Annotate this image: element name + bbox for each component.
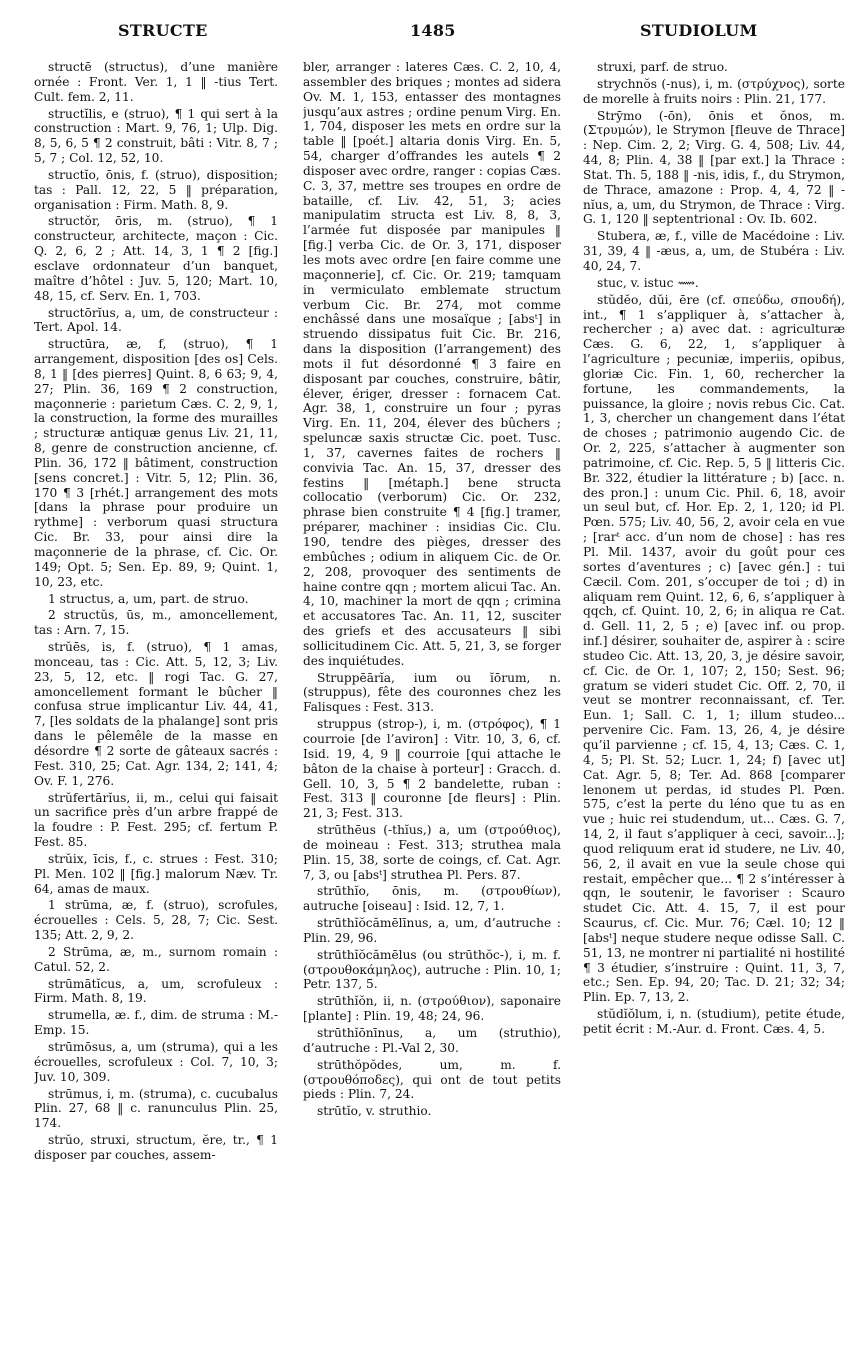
dictionary-entry: structūra, æ, f, (struo), ¶ 1 arrangement, disposition [des os] Cels. 8, 1 ‖ [des pierres] Quint. 8, 6 63; 9, 4, 27; Plin. 36, 169 ¶ 2 construction, maçonnerie : parietum Cæs. C. 2, 9, 1, la construction, la forme des murailles ; structuræ antiquæ genus Liv. 21, 11, 8, genre de construction ancienne, cf. Plin. 36, 172 ‖ bâtiment, construction [sens concret.] : Vitr. 5, 12; Plin. 36, 170 ¶ 3 [rhét.] arrangement des mots [dans la phrase pour produire un rythme] : verborum quasi structura Cic. Br. 33, pour ainsi dire la maçonnerie de la phrase, cf. Cic. Or. 149; Opt. 5; Sen. Ep. 89, 9; Quint. 1, 10, 23, etc. (34, 337, 278, 589)
header-last-entry: STUDIOLUM (640, 21, 758, 40)
dictionary-entry: strūthĭōnīnus, a, um (struthio), d’autruche : Pl.-Val 2, 30. (303, 1026, 561, 1055)
dictionary-entry: structē (structus), d’une manière ornée : Front. Ver. 1, 1 ‖ -tius Tert. Cult. fem. 2, 11. (34, 60, 278, 104)
page-number: 1485 (410, 21, 456, 40)
dictionary-entry: strūthŏpŏdes, um, m. f. (στρουθόποδες), qui ont de tout petits pieds : Plin. 7, 24. (303, 1057, 561, 1102)
dictionary-entry: struppus (strop-), i, m. (στρόφος), ¶ 1 courroie [de l’aviron] : Vitr. 10, 3, 6, cf. Isid. 19, 4, 9 ‖ courroie [qui attache le bâton de la chaise à porteur] : Gracch. d. Gell. 10, 3, 5 ¶ 2 bandelette, ruban : Fest. 313 ‖ couronne [de fleurs] : Plin. 21, 3; Fest. 313. (303, 717, 561, 821)
dictionary-entry: strŭix, īcis, f., c. strues : Fest. 310; Pl. Men. 102 ‖ [fig.] malorum Næv. Tr. 64, amas de maux. (34, 851, 278, 896)
dictionary-entry: strŭēs, is, f. (struo), ¶ 1 amas, monceau, tas : Cic. Att. 5, 12, 3; Liv. 23, 5, 12, etc. ‖ rogi Tac. G. 27, amoncellement formant le bûcher ‖ confusa strue implicantur Liv. 44, 41, 7, [les soldats de la phalange] sont pris dans le pêlemêle de la masse en désordre ¶ 2 sorte de gâteaux sacrés : Fest. 310, 25; Cat. Agr. 134, 2; 141, 4; Ov. F. 1, 276. (34, 640, 278, 788)
dictionary-entry: strūmōsus, a, um (struma), qui a les écrouelles, scrofuleux : Col. 7, 10, 3; Juv. 10, 309. (34, 1040, 278, 1084)
dictionary-entry: struxi, parf. de struo. (597, 60, 728, 74)
column-right (583, 60, 845, 1360)
dictionary-entry: strūthēus (-thĭus,) a, um (στρούθιος), de moineau : Fest. 313; struthea mala Plin. 15, 38, sorte de coings, cf. Cat. Agr. 7, 3, ou [absᵗ] struthea Pl. Pers. 87. (303, 823, 561, 882)
dictionary-entry: strūmātĭcus, a, um, scrofuleux : Firm. Math. 8, 19. (34, 976, 278, 1006)
dictionary-entry: strūmus, i, m. (struma), c. cucubalus Plin. 27, 68 ‖ c. ranunculus Plin. 25, 174. (34, 1086, 278, 1131)
dictionary-entry: 2 structŭs, ūs, m., amoncellement, tas : Arn. 7, 15. (34, 608, 278, 638)
dictionary-entry: strumella, æ. f., dim. de struma : M.-Emp. 15. (34, 1008, 278, 1038)
dictionary-entry: strūthĭŏcămēlus (ou strūthŏc-), i, m. f. (στρουθοκάμηλος), autruche : Plin. 10, 1; Petr. 137, 5. (303, 947, 561, 992)
dictionary-entry: strŭfertārĭus, ii, m., celui qui faisait un sacrifice près d’un arbre frappé de la foudre : P. Fest. 295; cf. fertum P. Fest. 85. (34, 790, 278, 850)
dictionary-entry: stuc, v. istuc ⟿. (597, 275, 699, 290)
dictionary-entry: bler, arranger : lateres Cæs. C. 2, 10, 4, assembler des briques ; montes ad sidera Ov. M. 1, 153, entasser des montagnes jusqu’aux astres ; ordine penum Virg. En. 1, 704, disposer les mets en ordre sur la table ‖ [poét.] altaria donis Virg. En. 5, 54, charger d’offrandes les autels ¶ 2 disposer avec ordre, ranger : copias Cæs. C. 3, 37, mettre ses troupes en ordre de bataille, cf. Liv. 42, 51, 3; acies manipulatim structa est Liv. 8, 8, 3, l’armée fut disposée par manipules ‖ [fig.] verba Cic. de Or. 3, 171, disposer les mots avec ordre [en faire comme une maçonnerie], cf. Cic. Or. 219; tamquam in vermiculato emblemate structum verbum Cic. Br. 274, mot comme enchâssé dans une mosaïque ; [absᵗ] in struendo dissipatus fuit Cic. Br. 216, dans la disposition (l’arrangement) des mots il fut désordonné ¶ 3 faire en disposant par couches, construire, bâtir, élever, ériger, dresser : fornacem Cat. Agr. 38, 1, construire un four ; pyras Virg. En. 11, 204, élever des bûchers ; speluncæ saxis structæ Cic. poet. Tusc. 1, 37, cavernes faites de rochers ‖ convivia Tac. An. 15, 37, dresser des festins ‖ [métaph.] bene structa collocatio (verborum) Cic. Or. 232, phrase bien construite ¶ 4 [fig.] tramer, préparer, machiner : insidias Cic. Clu. 190, tendre des pièges, dresser des embûches ; odium in aliquem Cic. de Or. 2, 208, provoquer des sentiments de haine contre qqn ; mortem alicui Tac. An. 4, 10, machiner la mort de qqn ; crimina et accusatores Tac. An. 11, 12, susciter des griefs et des accusateurs ‖ sibi sollicitudinem Cic. Att. 5, 21, 3, se forger des inquiétudes. (303, 60, 561, 668)
dictionary-entry: structĭlis, e (struo), ¶ 1 qui sert à la construction : Mart. 9, 76, 1; Ulp. Dig. 8, 5, 6, 5 ¶ 2 construit, bâti : Vitr. 8, 7 ; 5, 7 ; Col. 12, 52, 10. (34, 106, 278, 166)
dictionary-entry: Struppēārĭa, ium ou ĭōrum, n. (struppus), fête des couronnes chez les Falisques : Fest. 313. (303, 670, 561, 715)
dictionary-entry: strŭo, struxi, structum, ĕre, tr., ¶ 1 disposer par couches, assem- (34, 1133, 278, 1162)
dictionary-entry: structŏr, ōris, m. (struo), ¶ 1 constructeur, architecte, maçon : Cic. Q. 2, 6, 2 ; Att. 14, 3, 1 ¶ 2 [fig.] esclave ordonnateur d’un banquet, maître d’hôtel : Juv. 5, 120; Mart. 10, 48, 15, cf. Serv. En. 1, 703. (34, 214, 278, 303)
dictionary-entry: 1 strūma, æ, f. (struo), scrofules, écrouelles : Cels. 5, 28, 7; Cic. Sest. 135; Att. 2, 9, 2. (34, 898, 278, 943)
dictionary-entry: Strȳmo (-ōn), ōnis et ŏnos, m. (Στρυμών), le Strymon [fleuve de Thrace] : Nep. Cim. 2, 2; Virg. G. 4, 508; Liv. 44, 44, 8; Plin. 4, 38 ‖ [par ext.] la Thrace : Stat. Th. 5, 188 ‖ -nis, idis, f., du Strymon, de Thrace, amazone : Prop. 4, 4, 72 ‖ -nĭus, a, um, du Strymon, de Thrace : Virg. G. 1, 120 ‖ septentrional : Ov. Ib. 602. (583, 108, 845, 227)
dictionary-entry: strūthĭŏn, ii, n. (στρούθιον), saponaire [plante] : Plin. 19, 48; 24, 96. (303, 994, 561, 1024)
dictionary-entry: strychnŏs (-nus), i, m. (στρύχνος), sorte de morelle à fruits noirs : Plin. 21, 177. (583, 76, 845, 106)
dictionary-entry: strūthĭo, ōnis, m. (στρουθίων), autruche [oiseau] : Isid. 12, 7, 1. (303, 884, 561, 914)
dictionary-entry: stŭdĕo, dŭi, ēre (cf. σπεύδω, σπουδή), int., ¶ 1 s’appliquer à, s’attacher à, rechercher ; a) avec dat. : agriculturæ Cæs. G. 6, 22, 1, s’appliquer à l’agriculture ; pecuniæ, imperiis, opibus, gloriæ Cic. Fin. 1, 60, rechercher la fortune, les commandements, la puissance, la gloire ; novis rebus Cic. Cat. 1, 3, chercher un changement dans l’état de choses ; patrimonio augendo Cic. de Or. 2, 225, s’attacher à augmenter son patrimoine, cf. Cic. Rep. 5, 5 ‖ litteris Cic. Br. 322, étudier la littérature ; b) [acc. n. des pron.] : unum Cic. Phil. 6, 18, avoir un seul but, cf. Hor. Ep. 2, 1, 120; id Pl. Pœn. 575; Liv. 40, 56, 2, avoir cela en vue ; [rarᵗ acc. d’un nom de chose] : has res Pl. Mil. 1437, avoir du goût pour ces sortes d’aventures ; c) [avec gén.] : tui Cæcil. Com. 201, s’occuper de toi ; d) in aliquam rem Quint. 12, 6, 6, s’appliquer à qqch, cf. Quint. 10, 2, 6; in aliqua re Cat. d. Gell. 11, 2, 5 ; e) [avec inf. ou prop. inf.] désirer, souhaiter de, aspirer à : scire studeo Cic. Att. 13, 20, 3, je désire savoir, cf. Cic. de Or. 1, 107; 2, 150; Sest. 96; gratum se videri studet Cic. Off. 2, 70, il veut se montrer reconnaissant, cf. Ter. Eun. 1; Sall. C. 1, 1; illum studeo... pervenire Cic. Fam. 13, 26, 4, je désire qu’il parvienne ; cf. 15, 4, 13; Cæs. C. 1, 4, 5; Pl. St. 52; Lucr. 1, 24; f) [avec ut] Cat. Agr. 5, 8; Ter. Ad. 868 [comparer lenonem ut perdas, id studes Pl. Pœn. 575, c’est la perte du léno que tu as en vue ; huic rei studendum, ut... Cæs. G. 7, 14, 2, il faut s’appliquer à ceci, savoir...]; quod reliquum erat id studere, ne Liv. 40, 56, 2, il avait en vue la seule chose qui restait, empêcher que... ¶ 2 s’intéresser à qqn, le soutenir, le favoriser : Scauro studet Cic. Att. 4. 15, 7, il est pour Scaurus, cf. Cic. Mur. 76; Cæl. 10; 12 ‖ [absᵗ] neque studere neque odisse Sall. C. 51, 13, ne montrer ni partialité ni hostilité ¶ 3 étudier, s’instruire : Quint. 11, 3, 7, etc.; Sen. Ep. 94, 20; Tac. D. 21; 32; 34; Plin. Ep. 7, 13, 2. (583, 292, 845, 1005)
dictionary-entry: Stubera, æ, f., ville de Macédoine : Liv. 31, 39, 4 ‖ -æus, a, um, de Stubéra : Liv. 40, 24, 7. (583, 229, 845, 273)
dictionary-entry: 2 Strūma, æ, m., surnom romain : Catul. 52, 2. (34, 944, 278, 974)
dictionary-entry: structĭo, ōnis, f. (struo), disposition; tas : Pall. 12, 22, 5 ‖ préparation, organisation : Firm. Math. 8, 9. (34, 167, 278, 212)
header-first-entry: STRUCTE (118, 21, 208, 40)
dictionary-entry: strūtĭo, v. struthio. (317, 1104, 432, 1119)
dictionary-entry: structōrĭus, a, um, de constructeur : Tert. Apol. 14. (34, 305, 278, 335)
column-middle (303, 60, 561, 1360)
dictionary-entry: 1 structus, a, um, part. de struo. (48, 591, 249, 606)
column-left (34, 60, 278, 1360)
dictionary-entry: strūthĭŏcămēlīnus, a, um, d’autruche : Plin. 29, 96. (303, 916, 561, 945)
dictionary-entry: stŭdĭŏlum, i, n. (studium), petite étude, petit écrit : M.-Aur. d. Front. Cæs. 4, 5. (583, 1007, 845, 1036)
